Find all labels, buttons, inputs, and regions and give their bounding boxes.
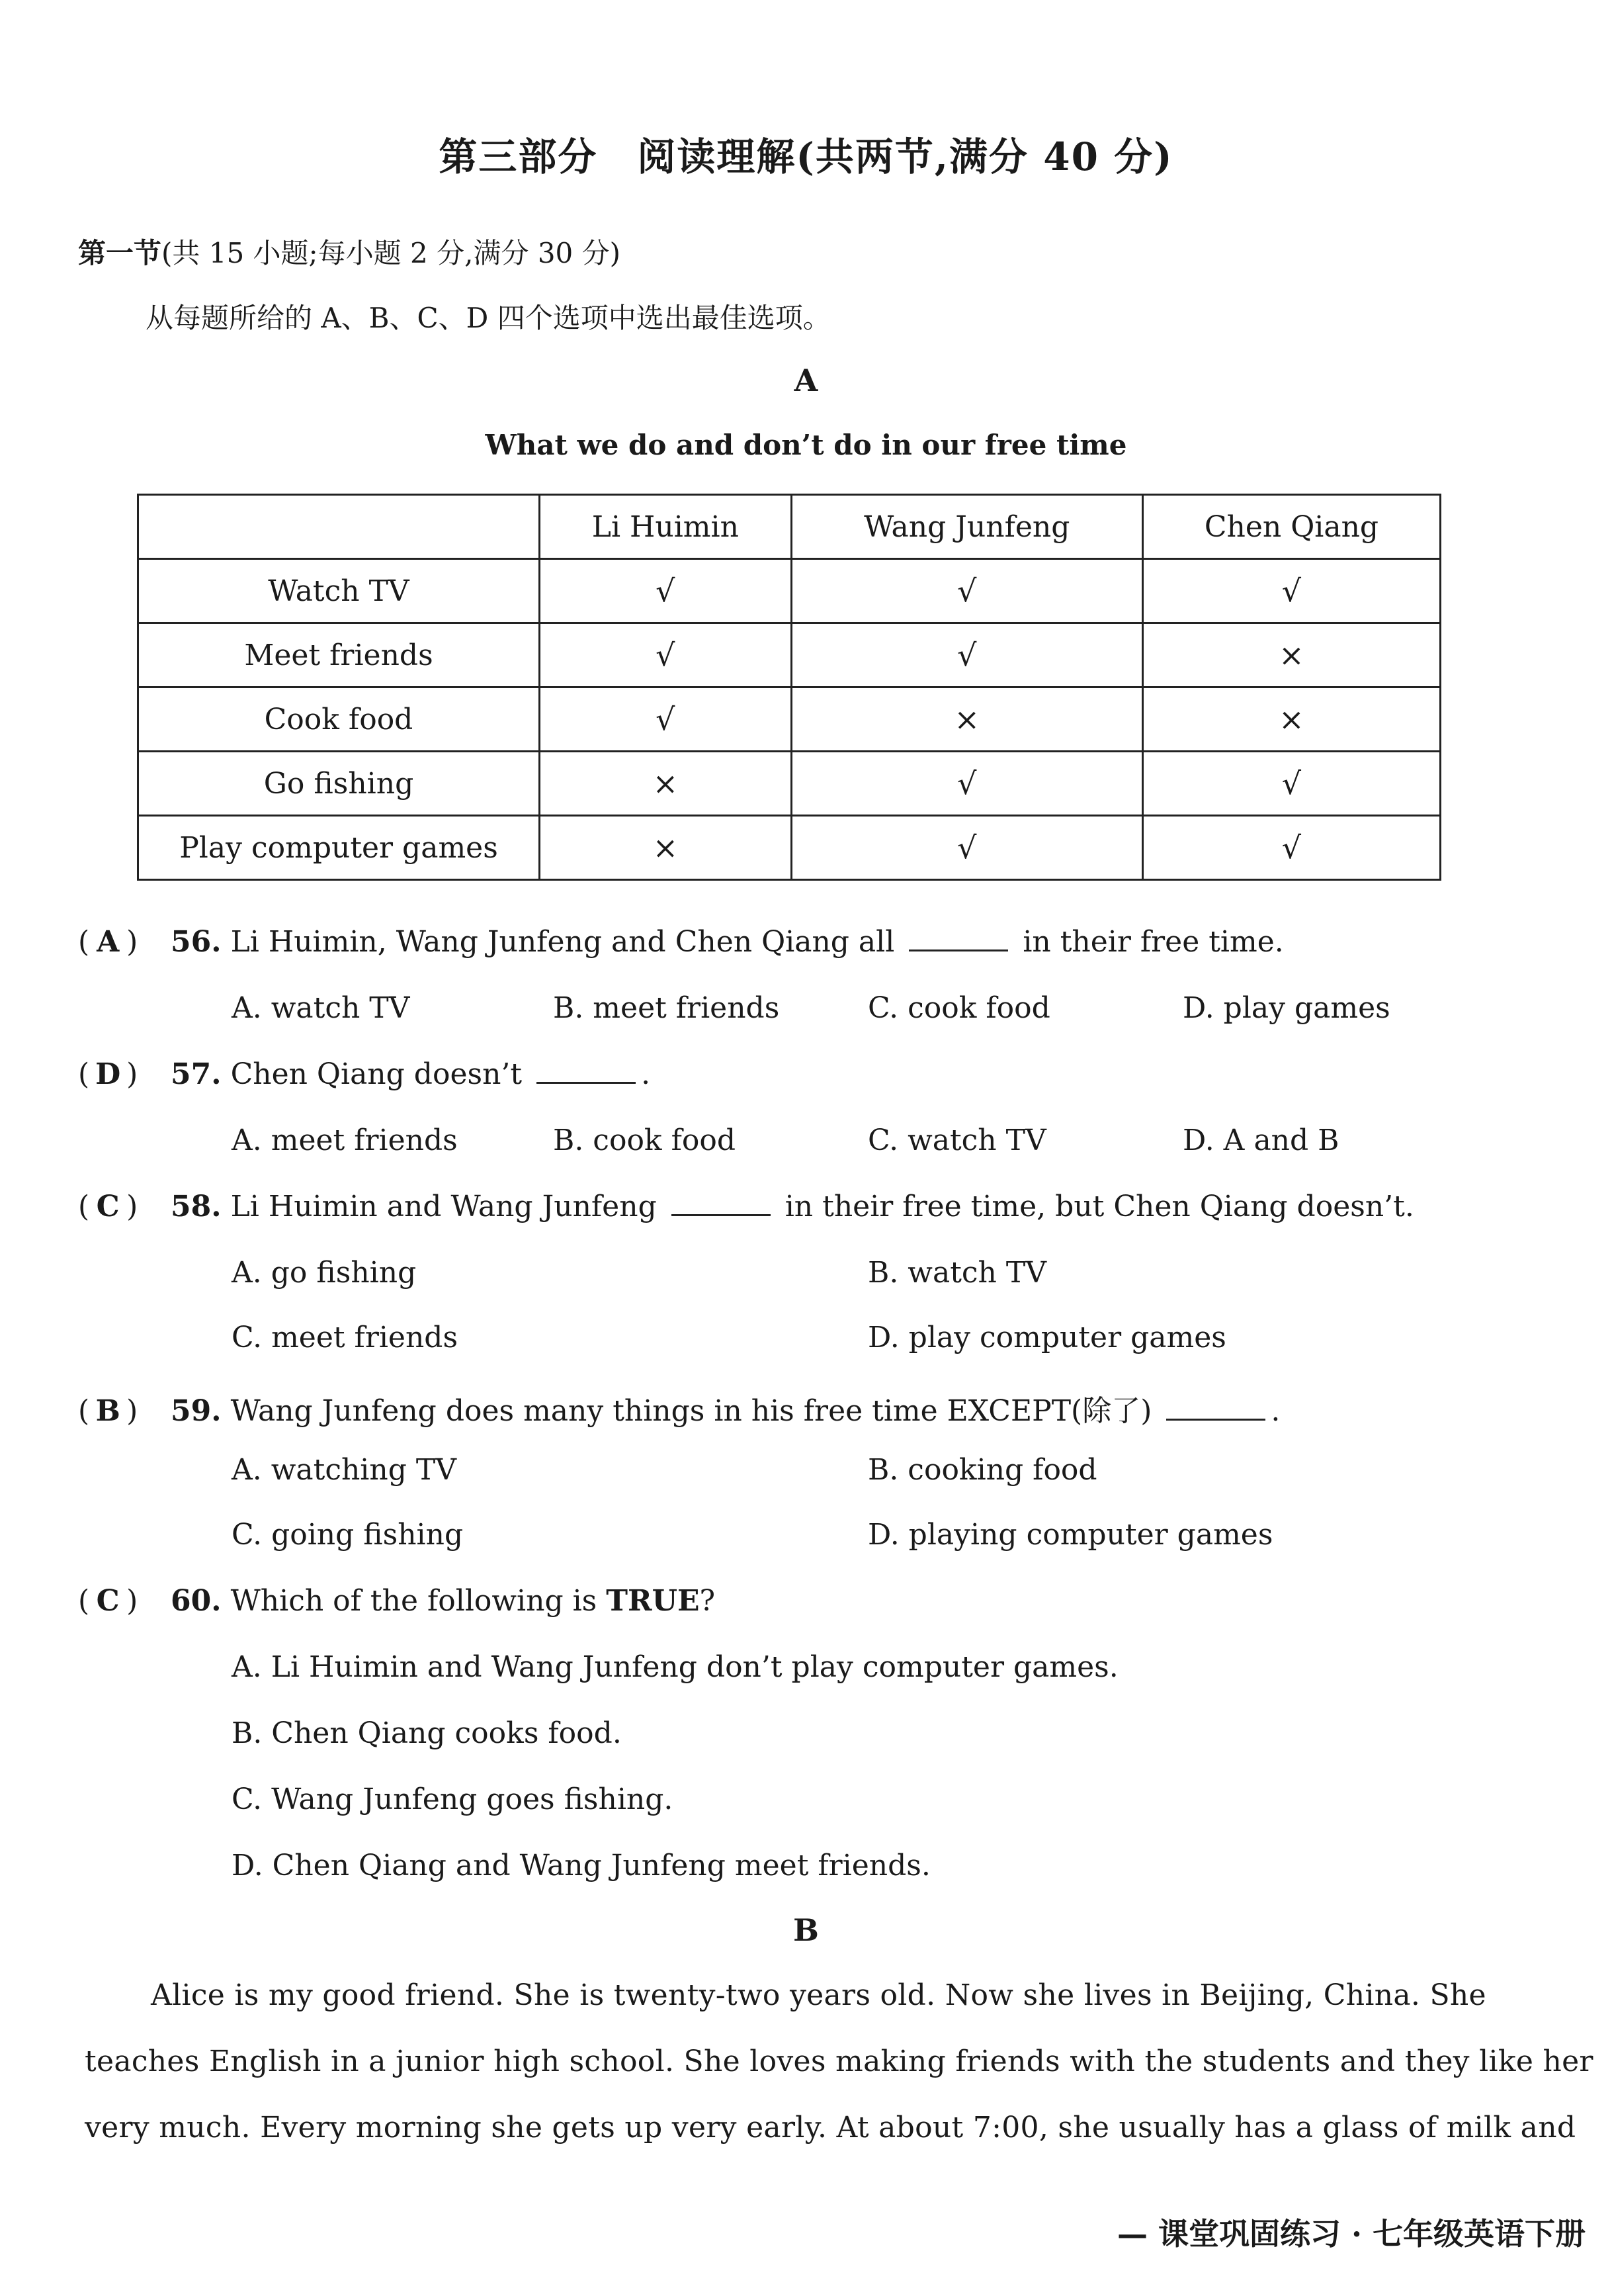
passage-a-letter: A	[794, 363, 818, 398]
activity-cell: Meet friends	[138, 623, 540, 687]
option: D. A and B	[1183, 1124, 1339, 1157]
passage-b-letter: B	[793, 1912, 819, 1948]
option: A. go fishing	[232, 1256, 417, 1290]
option: D. Chen Qiang and Wang Junfeng meet friends.	[232, 1849, 931, 1882]
answer-letter: D	[95, 1057, 121, 1091]
option: B. meet friends	[553, 991, 780, 1025]
activity-cell: Play computer games	[138, 816, 540, 880]
mark-cell: √	[540, 687, 792, 752]
question-stem-end: ?	[699, 1584, 716, 1618]
activity-cell: Cook food	[138, 687, 540, 752]
column-header: Wang Junfeng	[791, 495, 1142, 559]
free-time-table	[137, 494, 1441, 881]
answer-bracket: ( B )	[78, 1394, 138, 1428]
mark-cell: ×	[1142, 623, 1440, 687]
question-stem-emphasis: TRUE	[606, 1584, 700, 1618]
table-row	[138, 623, 1441, 687]
page-footer: — 课堂巩固练习 · 七年级英语下册	[1117, 2216, 1586, 2252]
answer-bracket: ( C )	[78, 1584, 138, 1618]
passage-line: very much. Every morning she gets up very early. At about 7:00, she usually has a glass of milk and	[85, 2111, 1576, 2144]
option: A. watching TV	[232, 1453, 456, 1487]
question-number: 59.	[171, 1394, 222, 1428]
mark-cell: √	[1142, 752, 1440, 816]
answer-bracket: ( A )	[78, 925, 138, 959]
answer-bracket: ( C )	[78, 1190, 138, 1223]
question-59	[78, 1387, 1280, 1429]
column-header: Li Huimin	[540, 495, 792, 559]
mark-cell: √	[1142, 559, 1440, 623]
option: B. cook food	[553, 1124, 736, 1157]
question-58	[78, 1190, 1414, 1223]
answer-blank	[1166, 1395, 1265, 1421]
answer-letter: A	[97, 925, 120, 959]
question-number: 58.	[171, 1190, 222, 1223]
mark-cell: ×	[1142, 687, 1440, 752]
section-label: 第一节	[78, 237, 162, 269]
mark-cell: √	[540, 623, 792, 687]
table-row	[138, 559, 1441, 623]
mark-cell: √	[791, 816, 1142, 880]
question-stem-end: in their free time.	[1023, 925, 1284, 959]
mark-cell: √	[791, 752, 1142, 816]
option: C. cook food	[868, 991, 1050, 1025]
question-stem-end: .	[641, 1057, 651, 1091]
option: C. Wang Junfeng goes fishing.	[232, 1783, 673, 1816]
question-stem: Chen Qiang doesn’t	[230, 1057, 523, 1091]
table-row	[138, 816, 1441, 880]
mark-cell: ×	[540, 816, 792, 880]
question-stem: Wang Junfeng does many things in his free time EXCEPT(除了)	[230, 1394, 1152, 1428]
question-57	[78, 1057, 650, 1091]
mark-cell: ×	[791, 687, 1142, 752]
activity-cell: Watch TV	[138, 559, 540, 623]
answer-blank	[671, 1190, 771, 1216]
answer-letter: C	[96, 1190, 120, 1223]
instruction: 从每题所给的 A、B、C、D 四个选项中选出最佳选项。	[146, 302, 831, 334]
option: B. cooking food	[868, 1453, 1097, 1487]
answer-bracket: ( D )	[78, 1057, 138, 1091]
question-stem: Li Huimin, Wang Junfeng and Chen Qiang all	[230, 925, 895, 959]
option: A. Li Huimin and Wang Junfeng don’t play computer games.	[232, 1650, 1119, 1684]
option: A. watch TV	[232, 991, 410, 1025]
option: A. meet friends	[232, 1124, 458, 1157]
column-header: Chen Qiang	[1142, 495, 1440, 559]
option: D. play computer games	[868, 1321, 1226, 1354]
part-title: 第三部分 阅读理解(共两节,满分 40 分)	[439, 134, 1173, 179]
question-stem-end: .	[1271, 1394, 1281, 1428]
passage-line: Alice is my good friend. She is twenty-two years old. Now she lives in Beijing, China. She	[151, 1978, 1486, 2012]
table-title: What we do and don’t do in our free time	[485, 429, 1127, 461]
table-row	[138, 687, 1441, 752]
mark-cell: √	[791, 623, 1142, 687]
question-number: 57.	[171, 1057, 222, 1091]
section-note: (共 15 小题;每小题 2 分,满分 30 分)	[161, 237, 621, 269]
question-number: 60.	[171, 1584, 222, 1618]
option: B. watch TV	[868, 1256, 1046, 1290]
option: C. going fishing	[232, 1518, 464, 1552]
mark-cell: √	[1142, 816, 1440, 880]
question-60	[78, 1584, 715, 1618]
question-stem: Which of the following is	[230, 1584, 597, 1618]
table-header-row	[138, 495, 1441, 559]
mark-cell: ×	[540, 752, 792, 816]
mark-cell: √	[540, 559, 792, 623]
option: D. playing computer games	[868, 1518, 1273, 1552]
option: C. watch TV	[868, 1124, 1046, 1157]
activity-cell: Go fishing	[138, 752, 540, 816]
question-stem-end: in their free time, but Chen Qiang doesn’t.	[785, 1190, 1414, 1223]
question-number: 56.	[171, 925, 222, 959]
answer-letter: B	[95, 1394, 120, 1428]
section-heading	[78, 232, 620, 271]
question-stem: Li Huimin and Wang Junfeng	[230, 1190, 657, 1223]
question-56	[78, 925, 1284, 959]
option: B. Chen Qiang cooks food.	[232, 1716, 622, 1750]
answer-letter: C	[96, 1584, 120, 1618]
answer-blank	[909, 926, 1008, 951]
answer-blank	[536, 1058, 636, 1084]
option: D. play games	[1183, 991, 1390, 1025]
option: C. meet friends	[232, 1321, 458, 1354]
table-row	[138, 752, 1441, 816]
table-corner-cell	[138, 495, 540, 559]
passage-line: teaches English in a junior high school. She loves making friends with the students and they like her	[85, 2045, 1593, 2078]
mark-cell: √	[791, 559, 1142, 623]
